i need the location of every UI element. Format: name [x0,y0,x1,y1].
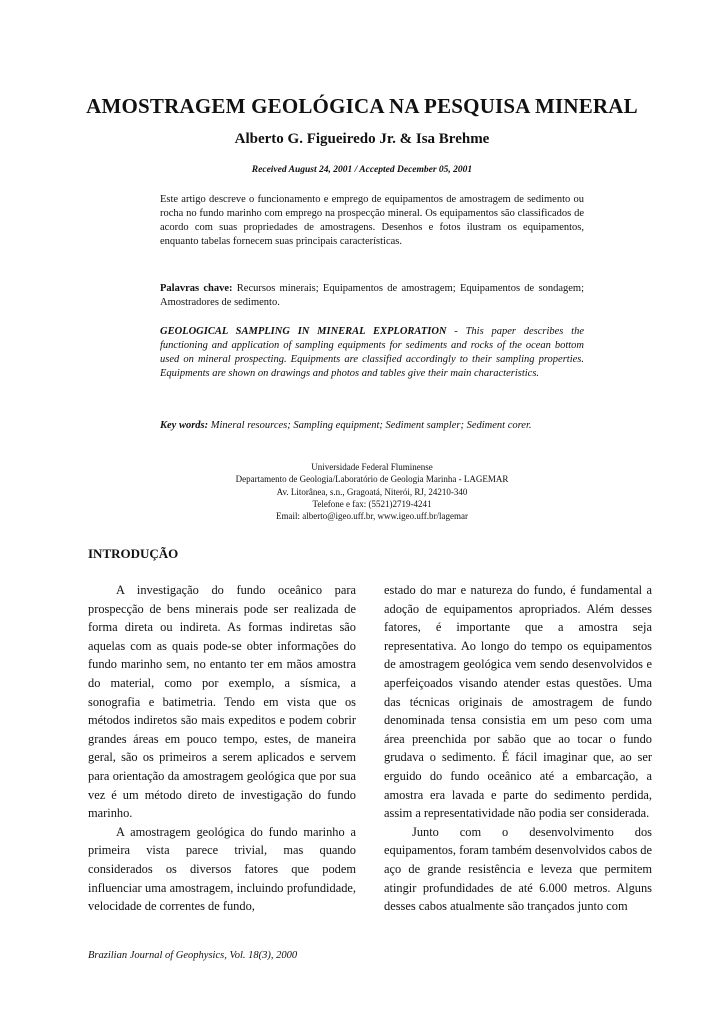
received-accepted-dates: Received August 24, 2001 / Accepted December 05, 2001 [251,165,473,175]
abstract-english-text: - This paper describes the functioning and application of sampling equipments for sediments and rocks of the ocean bottom used on mineral prospecting. Equipments are classified accordingly to their sampling properties. Equipments are shown on drawings and photos and tables give their main characteristics. [160,326,585,379]
keywords-portuguese-label: Palavras chave: [160,283,233,294]
affiliation-phone: Telefone e fax: (5521)2719-4241 [312,498,432,509]
keywords-portuguese [160,282,584,310]
keywords-english-text: Mineral resources; Sampling equipment; Sediment sampler; Sediment corer. [208,420,532,431]
body-paragraph: A amostragem geológica do fundo marinho a primeira vista parece trivial, mas quando considerados os diversos fatores que podem influenciar uma amostragem, incluindo profundidade, velocidade de correntes de fundo, [88,824,356,914]
abstract-english [160,325,584,381]
abstract-portuguese: Este artigo descreve o funcionamento e emprego de equipamentos de amostragem de sedimento ou rocha no fundo marinho com emprego na prospecção mineral. Os equipamentos são classificados de acordo com suas propriedades de amostragens. Desenhos e fotos ilustram os equipamentos, enquanto tabelas fornecem suas principais características. [160,194,584,247]
affiliation-email: Email: alberto@igeo.uff.br, www.igeo.uff.br/lagemar [276,511,468,522]
keywords-portuguese-text: Recursos minerais; Equipamentos de amostragem; Equipamentos de sondagem; Amostradores de sedimento. [160,283,584,308]
affiliation-university: Universidade Federal Fluminense [311,462,433,472]
abstract-english-title: GEOLOGICAL SAMPLING IN MINERAL EXPLORATION [160,326,447,337]
affiliation-department: Departamento de Geologia/Laboratório de Geologia Marinha - LAGEMAR [235,474,509,485]
section-heading-introduction: INTRODUÇÃO [88,546,179,561]
journal-footer: Brazilian Journal of Geophysics, Vol. 18(3), 2000 [88,950,298,961]
affiliation-address: Av. Litorânea, s.n., Gragoatá, Niterói, RJ, 24210-340 [276,486,468,497]
article-authors: Alberto G. Figueiredo Jr. & Isa Brehme [234,131,490,147]
body-paragraph: A investigação do fundo oceânico para prospecção de bens minerais pode ser realizada de forma direta ou indireta. As formas indiretas são aquelas com as quais pode-se obter informações do fundo marinho sem, no entanto ter em mãos amostra do material, como por exemplo, a sísmica, a sonografia e batimetria. Tendo em vista que os métodos indiretos são mais expeditos e podem cobrir grandes áreas em pouco tempo, estes, de maneira geral, são os primeiros a serem aplicados e servem para orientação da amostragem geológica que por sua vez é um método direto de investigação do fundo marinho. [88,583,356,821]
article-title: AMOSTRAGEM GEOLÓGICA NA PESQUISA MINERAL [86,94,638,118]
body-paragraph: estado do mar e natureza do fundo, é fundamental a adoção de equipamentos apropriados. Além desses fatores, é importante que a amostra seja representativa. Ao longo do tempo os equipamentos de amostragem geológica vem sendo desenvolvidos e aperfeiçoados visando atender estas questões. Uma das técnicas originais de amostragem de fundo denominada tensa consistia em um peso com uma área preenchida por sabão que ao tocar o fundo grudava o sedimento. É fácil imaginar que, ao ser erguido do fundo oceânico até a embarcação, a amostra era lavada e parte do sedimento perdida, assim a representatividade não podia ser considerada. [384,583,652,821]
keywords-english [160,419,584,433]
body-paragraph: Junto com o desenvolvimento dos equipamentos, foram também desenvolvidos cabos de aço de grande resistência e leveza que permitem atingir profundidades de até 6.000 metros. Alguns desses cabos atualmente são trançados junto com [384,824,652,914]
author-affiliation [160,461,584,522]
keywords-english-label: Key words: [160,420,209,431]
body-column-left [88,581,356,916]
body-column-right [384,581,652,916]
